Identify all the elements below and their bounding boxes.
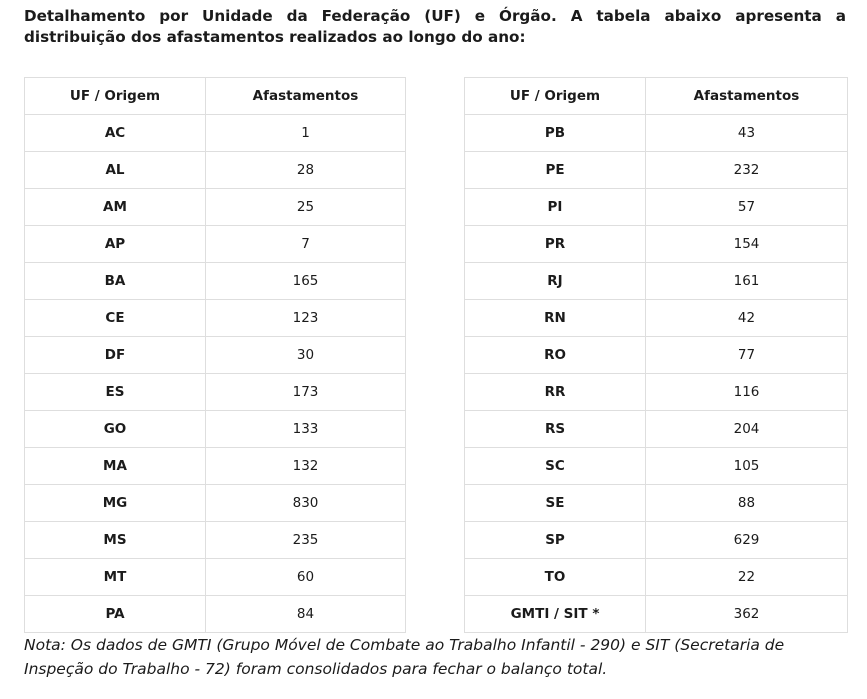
table-row xyxy=(25,485,848,522)
column-gap xyxy=(406,115,465,152)
column-gap xyxy=(406,189,465,226)
column-gap xyxy=(406,300,465,337)
table-row xyxy=(25,522,848,559)
uf-cell: PI xyxy=(465,189,646,226)
footnote: Nota: Os dados de GMTI (Grupo Móvel de Combate ao Trabalho Infantil - 290) e SIT (Secretaria de Inspeção do Trabalho - 72) foram consolidados para fechar o balanço total. xyxy=(24,636,785,678)
uf-cell: MA xyxy=(25,448,206,485)
header-afastamentos-right: Afastamentos xyxy=(646,78,848,115)
afastamentos-cell: 22 xyxy=(646,559,848,596)
uf-cell: TO xyxy=(465,559,646,596)
afastamentos-cell: 57 xyxy=(646,189,848,226)
afastamentos-cell: 173 xyxy=(206,374,406,411)
afastamentos-cell: 232 xyxy=(646,152,848,189)
column-gap xyxy=(406,485,465,522)
table-row xyxy=(25,226,848,263)
afastamentos-cell: 161 xyxy=(646,263,848,300)
table-row xyxy=(25,448,848,485)
uf-cell: MS xyxy=(25,522,206,559)
afastamentos-cell: 235 xyxy=(206,522,406,559)
column-gap xyxy=(406,596,465,633)
table-row xyxy=(25,115,848,152)
uf-cell: RO xyxy=(465,337,646,374)
uf-cell: PA xyxy=(25,596,206,633)
table-row xyxy=(25,596,848,633)
uf-cell: MG xyxy=(25,485,206,522)
uf-cell: RJ xyxy=(465,263,646,300)
uf-cell: SE xyxy=(465,485,646,522)
uf-cell: AM xyxy=(25,189,206,226)
afastamentos-cell: 42 xyxy=(646,300,848,337)
table-row xyxy=(25,411,848,448)
uf-cell: AP xyxy=(25,226,206,263)
uf-cell: PE xyxy=(465,152,646,189)
column-gap xyxy=(406,448,465,485)
table-row xyxy=(25,300,848,337)
uf-cell: CE xyxy=(25,300,206,337)
table-row xyxy=(25,263,848,300)
afastamentos-cell: 77 xyxy=(646,337,848,374)
afastamentos-cell: 60 xyxy=(206,559,406,596)
column-gap xyxy=(406,337,465,374)
column-gap xyxy=(406,374,465,411)
afastamentos-cell: 133 xyxy=(206,411,406,448)
uf-cell: ES xyxy=(25,374,206,411)
header-uf-left: UF / Origem xyxy=(25,78,206,115)
column-gap xyxy=(406,226,465,263)
afastamentos-cell: 28 xyxy=(206,152,406,189)
afastamentos-cell: 116 xyxy=(646,374,848,411)
uf-cell: GMTI / SIT * xyxy=(465,596,646,633)
afastamentos-cell: 84 xyxy=(206,596,406,633)
afastamentos-cell: 362 xyxy=(646,596,848,633)
column-gap xyxy=(406,152,465,189)
uf-cell: AC xyxy=(25,115,206,152)
uf-cell: PR xyxy=(465,226,646,263)
afastamentos-cell: 1 xyxy=(206,115,406,152)
uf-cell: SP xyxy=(465,522,646,559)
uf-cell: GO xyxy=(25,411,206,448)
table-row xyxy=(25,559,848,596)
uf-cell: MT xyxy=(25,559,206,596)
afastamentos-cell: 154 xyxy=(646,226,848,263)
intro-paragraph: Detalhamento por Unidade da Federação (UF) e Órgão. A tabela abaixo apresenta a distribuição dos afastamentos realizados ao longo do ano: xyxy=(24,7,846,46)
afastamentos-table xyxy=(24,77,848,633)
table-row xyxy=(25,337,848,374)
afastamentos-cell: 830 xyxy=(206,485,406,522)
column-gap xyxy=(406,559,465,596)
uf-cell: PB xyxy=(465,115,646,152)
uf-cell: SC xyxy=(465,448,646,485)
afastamentos-cell: 88 xyxy=(646,485,848,522)
afastamentos-cell: 123 xyxy=(206,300,406,337)
header-uf-right: UF / Origem xyxy=(465,78,646,115)
column-gap xyxy=(406,411,465,448)
afastamentos-cell: 204 xyxy=(646,411,848,448)
uf-cell: AL xyxy=(25,152,206,189)
uf-cell: BA xyxy=(25,263,206,300)
afastamentos-cell: 132 xyxy=(206,448,406,485)
uf-cell: RR xyxy=(465,374,646,411)
afastamentos-cell: 30 xyxy=(206,337,406,374)
table-row xyxy=(25,374,848,411)
afastamentos-cell: 165 xyxy=(206,263,406,300)
uf-cell: DF xyxy=(25,337,206,374)
column-gap xyxy=(406,522,465,559)
column-gap xyxy=(406,263,465,300)
afastamentos-cell: 43 xyxy=(646,115,848,152)
afastamentos-cell: 629 xyxy=(646,522,848,559)
uf-cell: RN xyxy=(465,300,646,337)
afastamentos-cell: 105 xyxy=(646,448,848,485)
afastamentos-cell: 7 xyxy=(206,226,406,263)
table-row xyxy=(25,152,848,189)
column-gap xyxy=(406,78,465,115)
table-row xyxy=(25,189,848,226)
header-afastamentos-left: Afastamentos xyxy=(206,78,406,115)
afastamentos-cell: 25 xyxy=(206,189,406,226)
table-header-row xyxy=(25,78,848,115)
uf-cell: RS xyxy=(465,411,646,448)
